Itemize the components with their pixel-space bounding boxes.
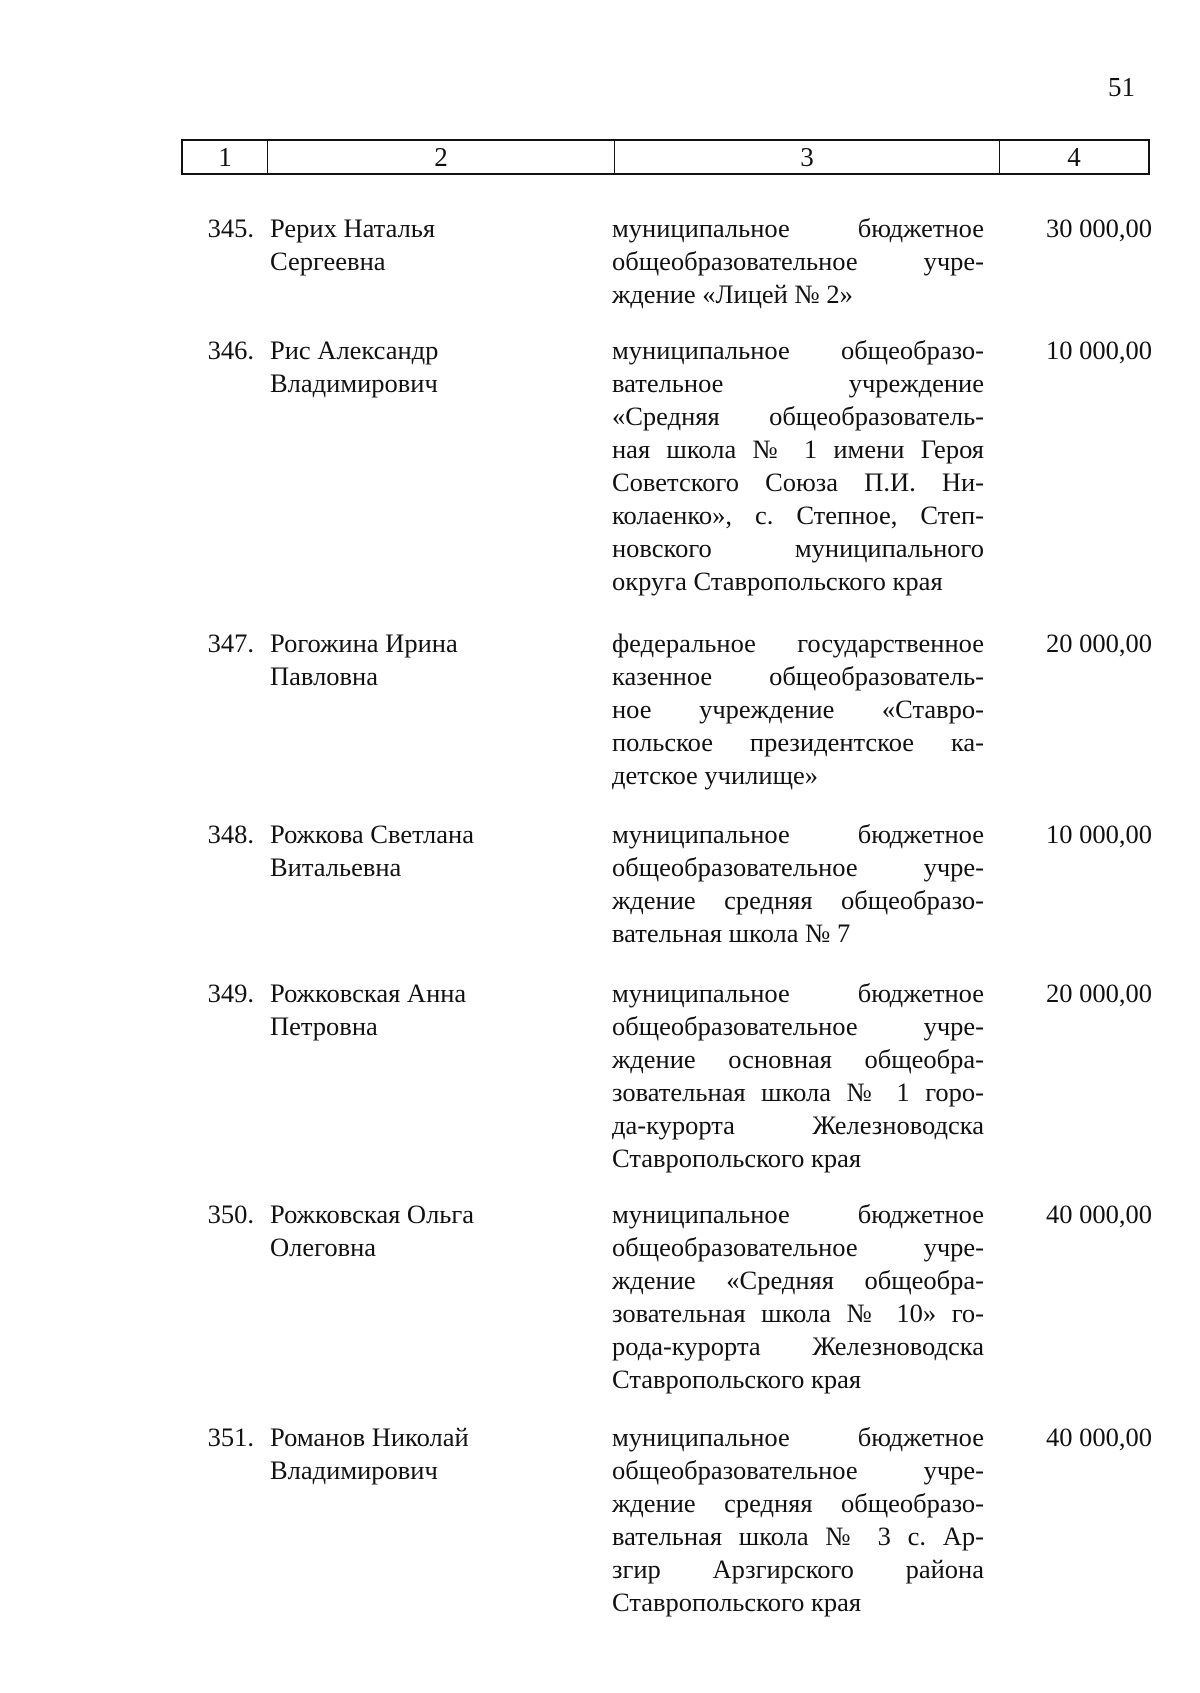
entry-amount: 30 000,00 xyxy=(1046,213,1152,243)
org-line: муниципальное бюджетное xyxy=(612,1422,984,1452)
org-line: казенное общеобразователь- xyxy=(612,661,984,691)
org-line: новского муниципального xyxy=(612,533,984,563)
org-line: зовательная школа № 10» го- xyxy=(612,1298,984,1328)
header-cell-number: 1 xyxy=(183,141,268,173)
entry-organization xyxy=(612,334,984,598)
name-line: Владимирович xyxy=(270,368,438,398)
entry-number: 347. xyxy=(207,628,254,658)
org-line: ждение «Средняя общеобра- xyxy=(612,1265,984,1295)
org-line: муниципальное бюджетное xyxy=(612,819,984,849)
entry-name xyxy=(270,212,590,278)
entry-number: 350. xyxy=(207,1199,254,1229)
org-line: ждение «Лицей № 2» xyxy=(612,279,853,309)
org-line: зовательная школа № 1 горо- xyxy=(612,1077,984,1107)
name-line: Рожковская Анна xyxy=(270,978,467,1008)
entry-name xyxy=(270,334,590,400)
name-line: Павловна xyxy=(270,661,378,691)
org-line: ное учреждение «Ставро- xyxy=(612,694,984,724)
header-cell-amount: 4 xyxy=(1067,142,1081,172)
org-line: муниципальное бюджетное xyxy=(612,978,984,1008)
entry-amount: 20 000,00 xyxy=(1046,978,1152,1008)
entry-name xyxy=(270,818,590,884)
org-line: общеобразовательное учре- xyxy=(612,852,984,882)
org-line: муниципальное бюджетное xyxy=(612,1199,984,1229)
name-line: Рерих Наталья xyxy=(270,213,436,243)
org-line: Ставропольского края xyxy=(612,1364,862,1394)
entry-number: 351. xyxy=(207,1422,254,1452)
org-line: вательное учреждение xyxy=(612,368,984,398)
entry-number: 346. xyxy=(207,335,254,365)
name-line: Витальевна xyxy=(270,852,402,882)
org-line: Советского Союза П.И. Ни- xyxy=(612,467,984,497)
name-line: Петровна xyxy=(270,1011,378,1041)
name-line: Рожковская Ольга xyxy=(270,1199,475,1229)
org-line: згир Арзгирского района xyxy=(612,1554,984,1584)
name-line: Владимирович xyxy=(270,1455,438,1485)
entry-name xyxy=(270,627,590,693)
org-line: общеобразовательное учре- xyxy=(612,1455,984,1485)
entry-name xyxy=(270,977,590,1043)
entry-amount: 20 000,00 xyxy=(1046,628,1152,658)
org-line: ждение средняя общеобразо- xyxy=(612,1488,984,1518)
entry-organization xyxy=(612,818,984,950)
org-line: ждение основная общеобра- xyxy=(612,1044,984,1074)
org-line: муниципальное бюджетное xyxy=(612,213,984,243)
org-line: муниципальное общеобразо- xyxy=(612,335,984,365)
name-line: Сергеевна xyxy=(270,246,386,276)
org-line: колаенко», с. Степное, Степ- xyxy=(612,500,984,530)
org-line: польское президентское ка- xyxy=(612,727,984,757)
entry-organization xyxy=(612,1421,984,1619)
entry-amount: 40 000,00 xyxy=(1046,1199,1152,1229)
table-header-row xyxy=(181,139,1150,175)
name-line: Олеговна xyxy=(270,1232,377,1262)
entry-number: 345. xyxy=(207,213,254,243)
entry-amount: 10 000,00 xyxy=(1046,335,1152,365)
org-line: общеобразовательное учре- xyxy=(612,246,984,276)
org-line: Ставропольского края xyxy=(612,1587,862,1617)
org-line: округа Ставропольского края xyxy=(612,566,943,596)
name-line: Рогожина Ирина xyxy=(270,628,458,658)
org-line: вательная школа № 3 с. Ар- xyxy=(612,1521,984,1551)
entry-number: 348. xyxy=(207,819,254,849)
org-line: «Средняя общеобразователь- xyxy=(612,401,984,431)
org-line: рода-курорта Железноводска xyxy=(612,1331,984,1361)
entry-name xyxy=(270,1198,590,1264)
entry-amount: 10 000,00 xyxy=(1046,819,1152,849)
org-line: общеобразовательное учре- xyxy=(612,1011,984,1041)
entry-organization xyxy=(612,977,984,1175)
entry-organization xyxy=(612,212,984,311)
entry-number: 349. xyxy=(207,978,254,1008)
org-line: вательная школа № 7 xyxy=(612,918,851,948)
entry-name xyxy=(270,1421,590,1487)
name-line: Рожкова Светлана xyxy=(270,819,474,849)
org-line: ная школа № 1 имени Героя xyxy=(612,434,984,464)
org-line: детское училище» xyxy=(612,760,818,790)
header-cell-organization: 3 xyxy=(615,141,1000,173)
entry-organization xyxy=(612,1198,984,1396)
org-line: ждение средняя общеобразо- xyxy=(612,885,984,915)
entry-amount: 40 000,00 xyxy=(1046,1422,1152,1452)
name-line: Романов Николай xyxy=(270,1422,469,1452)
header-cell-name: 2 xyxy=(268,141,615,173)
org-line: федеральное государственное xyxy=(612,628,984,658)
name-line: Рис Александр xyxy=(270,335,439,365)
org-line: общеобразовательное учре- xyxy=(612,1232,984,1262)
page-number: 51 xyxy=(1108,72,1135,102)
org-line: Ставропольского края xyxy=(612,1143,862,1173)
org-line: да-курорта Железноводска xyxy=(612,1110,984,1140)
entry-organization xyxy=(612,627,984,792)
